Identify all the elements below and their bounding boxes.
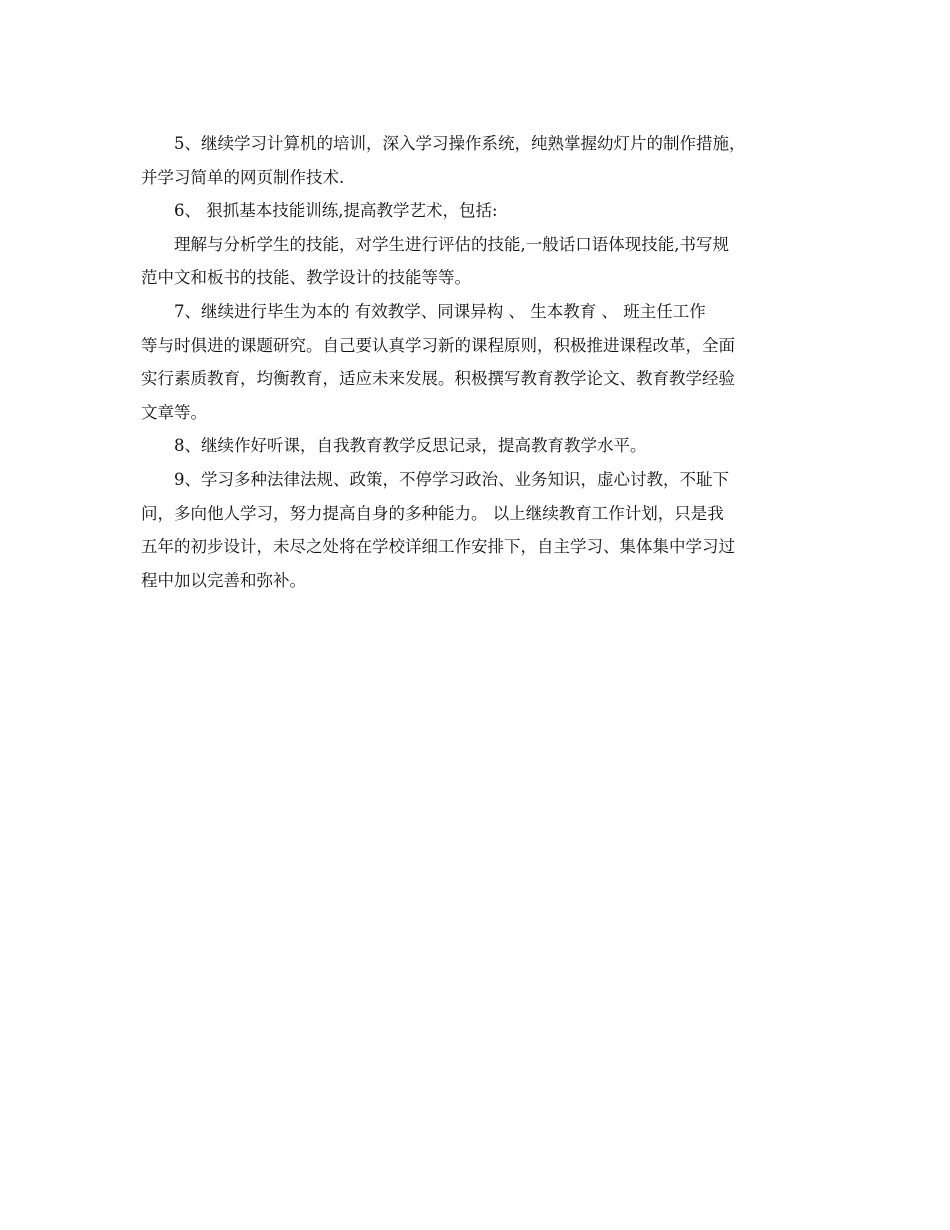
item-7-line-2: 等与时俱进的课题研究。自己要认真学习新的课程原则，积极推进课程改革，全面: [141, 335, 735, 355]
item-5-line-1: 5、继续学习计算机的培训，深入学习操作系统，纯熟掌握幼灯片的制作措施，: [174, 134, 746, 153]
item-9-line-1: 9、学习多种法律法规、政策，不停学习政治、业务知识，虚心讨教，不耻下: [174, 469, 729, 489]
item-9-line-4: 程中加以完善和弥补。: [141, 570, 306, 590]
item-9-line-3: 五年的初步设计，未尽之处将在学校详细工作安排下，自主学习、集体集中学习过: [141, 537, 735, 557]
item-6-line-1: 6、 狠抓基本技能训练,提高教学艺术，包括:: [174, 201, 498, 221]
document-body: [141, 127, 821, 597]
item-6-line-2: 理解与分析学生的技能，对学生进行评估的技能,一般话口语体现技能,书写规: [174, 234, 729, 254]
item-5-line-2: 并学习简单的网页制作技术.: [141, 167, 345, 187]
item-7-line-4: 文章等。: [141, 402, 207, 422]
item-7-line-3: 实行素质教育，均衡教育，适应未来发展。积极撰写教育教学论文、教育教学经验: [141, 369, 735, 389]
item-9-line-2: 问，多向他人学习，努力提高自身的多种能力。 以上继续教育工作计划，只是我: [141, 503, 724, 523]
item-6-line-3: 范中文和板书的技能、教学设计的技能等等。: [141, 268, 471, 288]
item-8-line-1: 8、继续作好听课，自我教育教学反思记录，提高教育教学水平。: [174, 436, 647, 456]
item-7-line-1: 7、继续进行毕生为本的 有效教学、同课异构 、 生本教育 、 班主任工作: [174, 301, 706, 321]
